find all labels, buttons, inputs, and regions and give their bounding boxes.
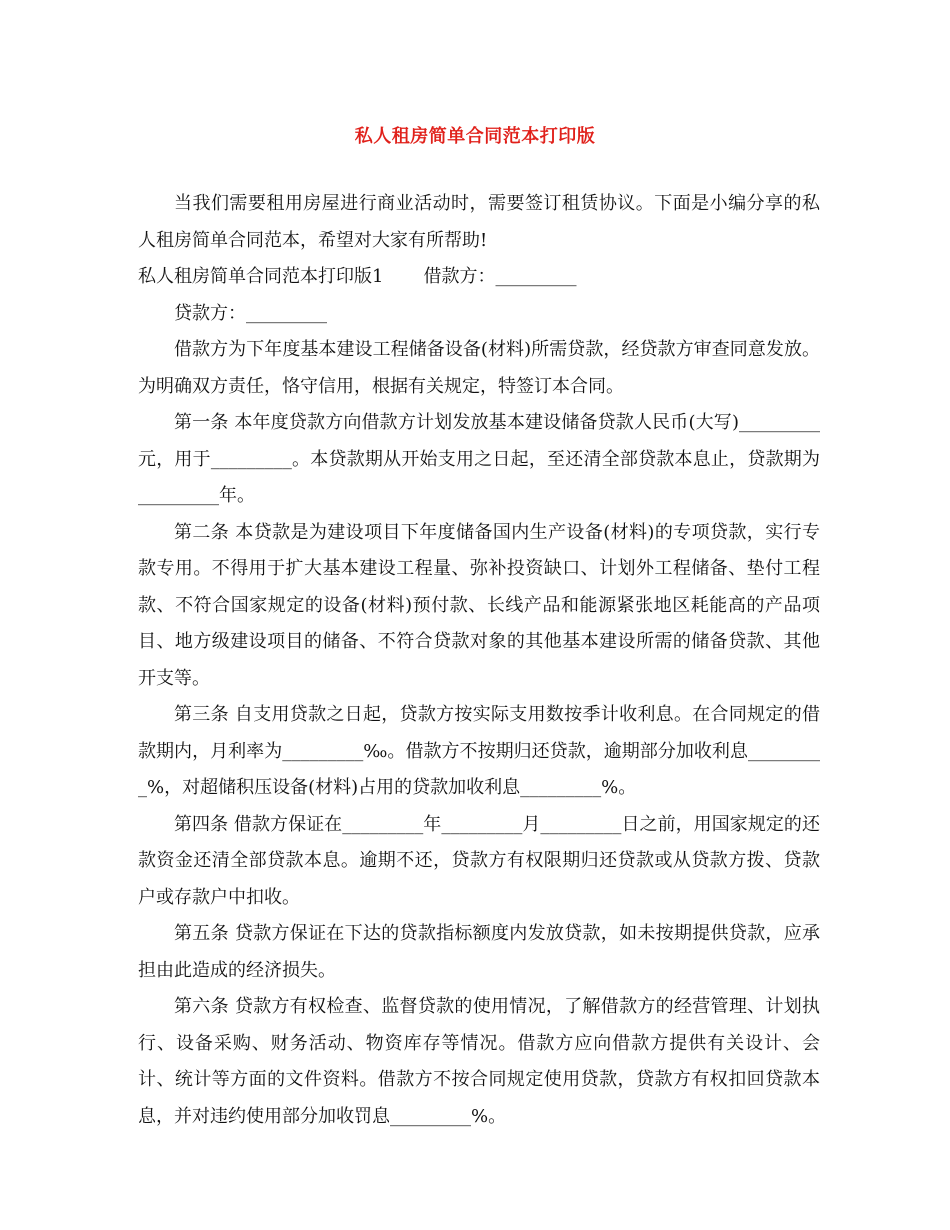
intro-paragraph: 当我们需要租用房屋进行商业活动时，需要签订租赁协议。下面是小编分享的私人租房简单合同范本，希望对大家有所帮助!: [138, 193, 820, 251]
article-4: 第四条 借款方保证在_________年_________月_________日之前，用国家规定的还款资金还清全部贷款本息。逾期不还，贷款方有权限期归还贷款或从贷款方拨、贷款户或存款户中扣收。: [138, 813, 820, 908]
article-2: 第二条 本贷款是为建设项目下年度储备国内生产设备(材料)的专项贷款，实行专款专用。不得用于扩大基本建设工程量、弥补投资缺口、计划外工程储备、垫付工程款、不符合国家规定的设备(材料)预付款、长线产品和能源紧张地区耗能高的产品项目、地方级建设项目的储备、不符合贷款对象的其他基本建设所需的储备贷款、其他开支等。: [138, 521, 820, 689]
article-1: 第一条 本年度贷款方向借款方计划发放基本建设储备贷款人民币(大写)_________元，用于_________。本贷款期从开始支用之日起，至还清全部贷款本息止，贷款期为_________年。: [138, 412, 820, 506]
preamble-paragraph: 借款方为下年度基本建设工程储备设备(材料)所需贷款，经贷款方审查同意发放。为明确双方责任，恪守信用，根据有关规定，特签订本合同。: [138, 339, 820, 397]
lender-line: 贷款方：_________: [174, 302, 327, 324]
version-heading: 私人租房简单合同范本打印版1: [138, 266, 384, 287]
article-5: 第五条 贷款方保证在下达的贷款指标额度内发放贷款，如未按期提供贷款，应承担由此造成的经济损失。: [138, 923, 820, 981]
document-body: [138, 186, 820, 1135]
borrower-line: 借款方：_________: [423, 266, 577, 287]
article-3: 第三条 自支用贷款之日起，贷款方按实际支用数按季计收利息。在合同规定的借款期内，月利率为_________‰。借款方不按期归还贷款，逾期部分加收利息_________%，对超储积压设备(材料)占用的贷款加收利息_________%。: [138, 704, 820, 798]
article-6: 第六条 贷款方有权检查、监督贷款的使用情况，了解借款方的经营管理、计划执行、设备采购、财务活动、物资库存等情况。借款方应向借款方提供有关设计、会计、统计等方面的文件资料。借款方不按合同规定使用贷款，贷款方有权扣回贷款本息，并对违约使用部分加收罚息_________%。: [138, 996, 820, 1127]
document-title: 私人租房简单合同范本打印版: [354, 126, 596, 147]
version-heading-line: [138, 259, 820, 296]
